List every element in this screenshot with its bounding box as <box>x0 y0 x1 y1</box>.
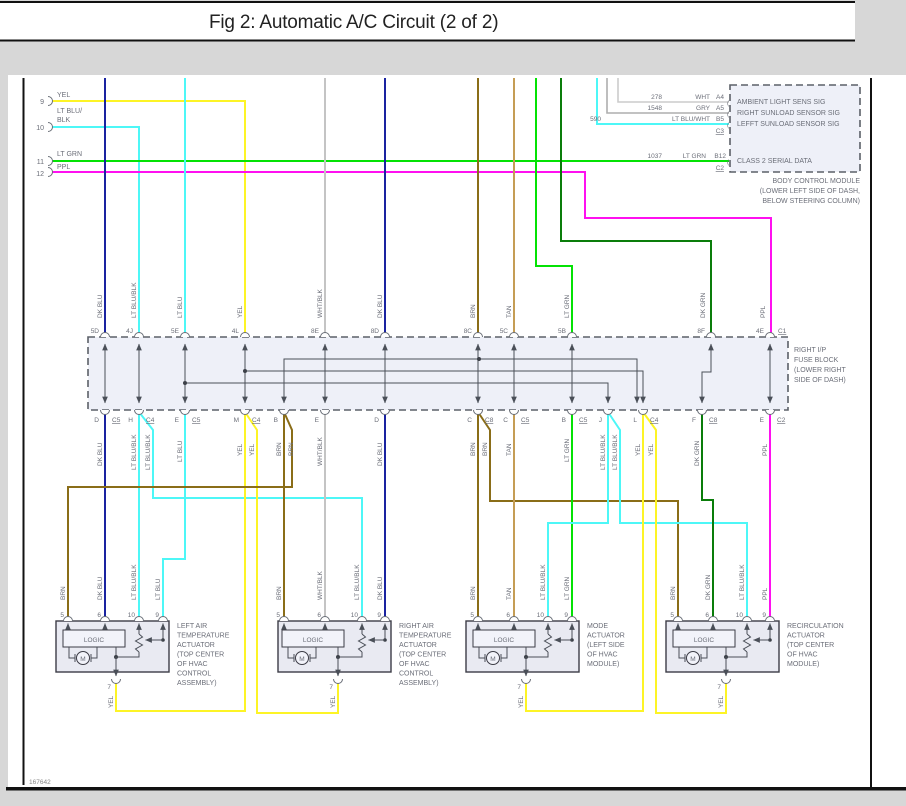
svg-text:DK GRN: DK GRN <box>700 292 707 318</box>
svg-text:A4: A4 <box>716 94 724 101</box>
svg-text:LT BLU/BLK: LT BLU/BLK <box>131 434 138 470</box>
svg-text:LT BLU: LT BLU <box>177 440 184 462</box>
svg-text:10: 10 <box>350 612 358 619</box>
sheet-id: 167642 <box>29 779 51 786</box>
title-bar <box>0 1 855 42</box>
svg-text:B5: B5 <box>716 116 724 123</box>
svg-text:8E: 8E <box>311 328 319 335</box>
svg-text:F: F <box>692 417 696 424</box>
svg-text:BRN: BRN <box>276 442 283 456</box>
svg-text:B: B <box>561 417 566 424</box>
svg-text:C4: C4 <box>252 417 261 424</box>
svg-text:BRN: BRN <box>670 586 677 600</box>
fuse-caption: FUSE BLOCK <box>794 357 839 364</box>
svg-text:ACTUATOR: ACTUATOR <box>787 632 825 640</box>
svg-text:YEL: YEL <box>648 443 655 456</box>
svg-text:5: 5 <box>470 612 474 619</box>
svg-text:M: M <box>299 656 305 663</box>
pin-bracket: ( <box>727 122 730 129</box>
pin-bracket: ( <box>727 111 730 118</box>
fuse-caption: RIGHT I/P <box>794 347 827 354</box>
pin-number: 11 <box>36 159 44 166</box>
svg-text:LT BLU: LT BLU <box>177 296 184 318</box>
svg-text:YEL: YEL <box>249 443 256 456</box>
bcm-caption: BODY CONTROL MODULE <box>772 178 860 185</box>
wire-color-label: LT GRN <box>57 151 83 158</box>
svg-text:C4: C4 <box>650 417 659 424</box>
signal-label: CLASS 2 SERIAL DATA <box>737 158 812 165</box>
svg-text:E: E <box>759 417 764 424</box>
svg-text:GRY: GRY <box>696 105 710 112</box>
svg-text:WHT: WHT <box>695 94 710 101</box>
connector-id: C1 <box>778 328 787 335</box>
svg-text:H: H <box>128 417 133 424</box>
svg-text:10: 10 <box>127 612 135 619</box>
svg-text:YEL: YEL <box>330 695 337 708</box>
svg-text:LT BLU/BLK: LT BLU/BLK <box>354 564 361 600</box>
fuse-caption: (LOWER RIGHT <box>794 367 846 374</box>
svg-text:6: 6 <box>97 612 101 619</box>
svg-text:LT BLU/BLK: LT BLU/BLK <box>600 434 607 470</box>
svg-text:CONTROL: CONTROL <box>399 670 434 678</box>
pin-number: 12 <box>36 171 44 178</box>
svg-text:YEL: YEL <box>718 695 725 708</box>
svg-text:4L: 4L <box>231 328 239 335</box>
svg-text:LT BLU: LT BLU <box>155 578 162 600</box>
svg-text:TEMPERATURE: TEMPERATURE <box>399 632 452 640</box>
svg-text:TAN: TAN <box>506 443 513 456</box>
svg-text:RIGHT AIR: RIGHT AIR <box>399 623 434 630</box>
svg-text:LT GRN: LT GRN <box>564 294 571 318</box>
svg-text:LT BLU/BLK: LT BLU/BLK <box>739 564 746 600</box>
svg-text:YEL: YEL <box>108 695 115 708</box>
svg-text:LT GRN: LT GRN <box>564 576 571 600</box>
svg-text:7: 7 <box>107 684 111 691</box>
svg-text:ASSEMBLY): ASSEMBLY) <box>177 680 217 687</box>
svg-text:C: C <box>503 417 508 424</box>
svg-text:PPL: PPL <box>760 305 767 318</box>
svg-text:10: 10 <box>536 612 544 619</box>
svg-text:PPL: PPL <box>762 443 769 456</box>
svg-text:OF HVAC: OF HVAC <box>787 651 818 659</box>
diagram-sheet <box>8 75 906 788</box>
svg-text:6: 6 <box>705 612 709 619</box>
svg-text:5: 5 <box>670 612 674 619</box>
fuse-block-box <box>88 337 788 410</box>
signal-label: RIGHT SUNLOAD SENSOR SIG <box>737 110 840 117</box>
svg-text:M: M <box>233 417 239 424</box>
connector-id: C2 <box>715 165 724 172</box>
wire-color-label: BLK <box>57 117 71 124</box>
logic-label: LOGIC <box>493 637 515 644</box>
pin-number: 9 <box>40 99 44 106</box>
wire-color-label: YEL <box>57 92 71 99</box>
svg-text:DK BLU: DK BLU <box>377 442 384 466</box>
svg-text:M: M <box>490 656 496 663</box>
svg-text:M: M <box>80 656 86 663</box>
svg-text:L: L <box>633 417 637 424</box>
svg-text:D: D <box>374 417 379 424</box>
svg-text:5B: 5B <box>558 328 566 335</box>
svg-text:BRN: BRN <box>470 304 477 318</box>
svg-text:LT BLU/BLK: LT BLU/BLK <box>612 434 619 470</box>
svg-text:590: 590 <box>590 116 601 123</box>
svg-text:C8: C8 <box>709 417 718 424</box>
svg-text:ASSEMBLY): ASSEMBLY) <box>399 680 439 687</box>
svg-text:7: 7 <box>329 684 333 691</box>
svg-text:BRN: BRN <box>276 586 283 600</box>
svg-text:YEL: YEL <box>635 443 642 456</box>
svg-text:TAN: TAN <box>506 305 513 318</box>
svg-text:5E: 5E <box>171 328 179 335</box>
signal-label: AMBIENT LIGHT SENS SIG <box>737 99 826 106</box>
svg-text:7: 7 <box>717 684 721 691</box>
svg-text:B12: B12 <box>714 153 726 160</box>
svg-text:MODULE): MODULE) <box>587 661 620 668</box>
svg-text:DK BLU: DK BLU <box>97 576 104 600</box>
svg-text:E: E <box>174 417 179 424</box>
logic-label: LOGIC <box>83 637 105 644</box>
pin-bracket: ( <box>727 159 730 166</box>
bcm-caption: BELOW STEERING COLUMN) <box>762 198 860 205</box>
wire-color-label: PPL <box>57 164 71 171</box>
svg-text:LT BLU/WHT: LT BLU/WHT <box>671 116 710 123</box>
svg-text:OF HVAC: OF HVAC <box>399 661 430 668</box>
svg-text:9: 9 <box>564 612 568 619</box>
svg-text:D: D <box>94 417 99 424</box>
pin-number: 10 <box>36 125 44 132</box>
svg-text:(LEFT SIDE: (LEFT SIDE <box>587 642 625 649</box>
svg-text:RECIRCULATION: RECIRCULATION <box>787 623 844 630</box>
svg-text:ACTUATOR: ACTUATOR <box>399 642 437 649</box>
svg-text:ACTUATOR: ACTUATOR <box>587 632 625 640</box>
svg-text:MODE: MODE <box>587 623 608 630</box>
svg-text:5C: 5C <box>499 328 508 335</box>
svg-text:LT BLU/BLK: LT BLU/BLK <box>131 564 138 600</box>
svg-text:DK BLU: DK BLU <box>97 294 104 318</box>
svg-text:LT BLU/BLK: LT BLU/BLK <box>145 434 152 470</box>
svg-text:TEMPERATURE: TEMPERATURE <box>177 632 230 640</box>
svg-text:C: C <box>467 417 472 424</box>
svg-text:9: 9 <box>155 612 159 619</box>
connector-id: C3 <box>715 128 724 135</box>
svg-text:DK GRN: DK GRN <box>694 440 701 466</box>
svg-text:(TOP CENTER: (TOP CENTER <box>399 651 447 659</box>
svg-text:LT GRN: LT GRN <box>564 438 571 462</box>
svg-text:C4: C4 <box>146 417 155 424</box>
svg-text:9: 9 <box>377 612 381 619</box>
svg-text:C5: C5 <box>521 417 530 424</box>
svg-text:ACTUATOR: ACTUATOR <box>177 642 215 649</box>
page-title: Fig 2: Automatic A/C Circuit (2 of 2) <box>209 12 499 33</box>
svg-text:LT BLU/BLK: LT BLU/BLK <box>131 282 138 318</box>
svg-text:9: 9 <box>762 612 766 619</box>
svg-text:YEL: YEL <box>237 305 244 318</box>
fuse-caption: SIDE OF DASH) <box>794 377 846 384</box>
logic-label: LOGIC <box>693 637 715 644</box>
svg-text:C8: C8 <box>485 417 494 424</box>
svg-text:CONTROL: CONTROL <box>177 670 212 678</box>
wire-color-label: LT BLU/ <box>57 108 83 115</box>
svg-text:C5: C5 <box>112 417 121 424</box>
svg-text:J: J <box>598 417 602 424</box>
svg-text:8F: 8F <box>697 328 705 335</box>
svg-text:DK BLU: DK BLU <box>377 576 384 600</box>
svg-text:BRN: BRN <box>60 586 67 600</box>
svg-text:(TOP CENTER: (TOP CENTER <box>177 651 225 659</box>
svg-text:LEFT AIR: LEFT AIR <box>177 623 208 630</box>
svg-text:DK BLU: DK BLU <box>97 442 104 466</box>
svg-text:DK GRN: DK GRN <box>705 574 712 600</box>
svg-text:C5: C5 <box>579 417 588 424</box>
pin-bracket: ( <box>727 100 730 107</box>
svg-text:YEL: YEL <box>518 695 525 708</box>
svg-text:(TOP CENTER: (TOP CENTER <box>787 642 835 649</box>
svg-text:C5: C5 <box>192 417 201 424</box>
bcm-caption: (LOWER LEFT SIDE OF DASH, <box>759 188 860 195</box>
svg-text:BRN: BRN <box>470 586 477 600</box>
svg-text:6: 6 <box>317 612 321 619</box>
svg-text:8C: 8C <box>463 328 472 335</box>
svg-text:5: 5 <box>60 612 64 619</box>
svg-text:6: 6 <box>506 612 510 619</box>
svg-text:8D: 8D <box>370 328 379 335</box>
svg-text:WHT/BLK: WHT/BLK <box>317 437 324 466</box>
svg-text:BRN: BRN <box>470 442 477 456</box>
svg-text:BRN: BRN <box>482 442 489 456</box>
svg-text:1037: 1037 <box>647 153 662 160</box>
svg-text:B: B <box>273 417 278 424</box>
fuse-block <box>88 328 846 424</box>
svg-text:M: M <box>690 656 696 663</box>
svg-text:MODULE): MODULE) <box>787 661 820 668</box>
svg-text:OF HVAC: OF HVAC <box>587 651 618 659</box>
svg-text:5D: 5D <box>90 328 99 335</box>
logic-label: LOGIC <box>302 637 324 644</box>
svg-text:YEL: YEL <box>237 443 244 456</box>
svg-text:WHT/BLK: WHT/BLK <box>317 289 324 318</box>
svg-text:DK BLU: DK BLU <box>377 294 384 318</box>
svg-text:WHT/BLK: WHT/BLK <box>317 571 324 600</box>
svg-text:TAN: TAN <box>506 587 513 600</box>
svg-text:278: 278 <box>651 94 662 101</box>
svg-text:OF HVAC: OF HVAC <box>177 661 208 668</box>
svg-text:10: 10 <box>735 612 743 619</box>
svg-text:A5: A5 <box>716 105 724 112</box>
svg-text:C2: C2 <box>777 417 786 424</box>
svg-text:LT GRN: LT GRN <box>682 153 706 160</box>
svg-text:LT BLU/BLK: LT BLU/BLK <box>540 564 547 600</box>
svg-text:5: 5 <box>276 612 280 619</box>
svg-text:E: E <box>314 417 319 424</box>
svg-text:4J: 4J <box>126 328 133 335</box>
svg-text:4E: 4E <box>756 328 764 335</box>
svg-text:BRN: BRN <box>288 442 295 456</box>
svg-text:7: 7 <box>517 684 521 691</box>
svg-text:1548: 1548 <box>647 105 662 112</box>
svg-text:PPL: PPL <box>762 587 769 600</box>
signal-label: LEFFT SUNLOAD SENSOR SIG <box>737 121 840 128</box>
